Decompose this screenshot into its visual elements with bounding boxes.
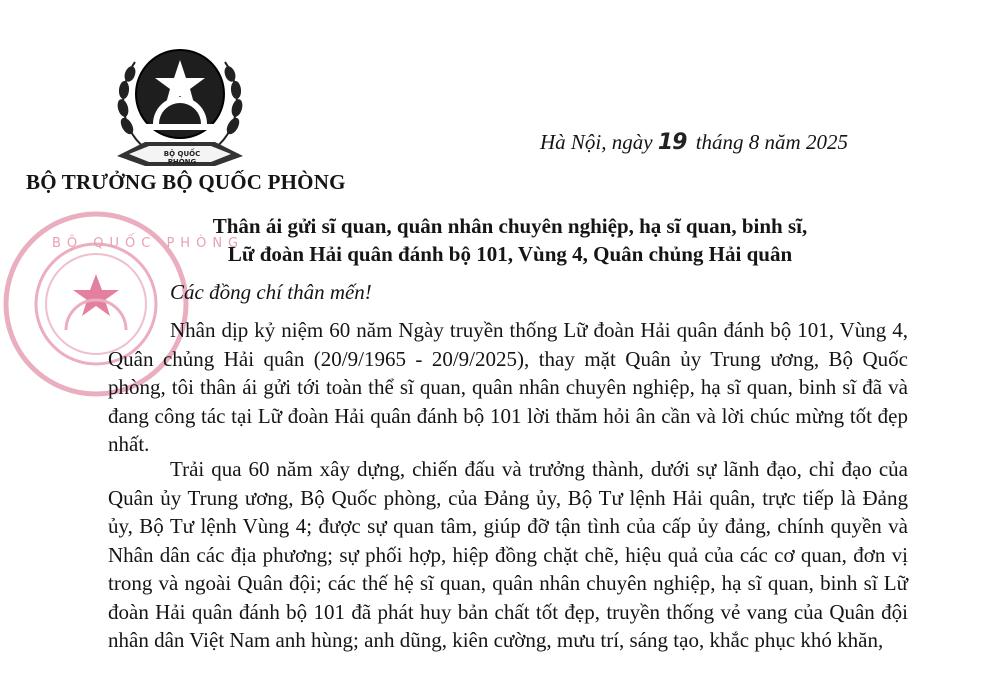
date-day: 19 — [657, 130, 687, 155]
place-date — [540, 130, 848, 155]
stamp-text: BỘ QUỐC PHÒNG — [52, 236, 245, 251]
body-paragraph-1: Nhân dịp kỷ niệm 60 năm Ngày truyền thống Lữ đoàn Hải quân đánh bộ 101, Vùng 4, Quân chủng Hải quân (20/9/1965 - 20/9/2025), thay mặt Quân ủy Trung ương, Bộ Quốc phòng, tôi thân ái gửi tới toàn thể sĩ quan, quân nhân chuyên nghiệp, hạ sĩ quan, binh sĩ đã và đang công tác tại Lữ đoàn Hải quân đánh bộ 101 lời thăm hỏi ân cần và lời chúc mừng tốt đẹp nhất. — [108, 318, 908, 456]
date-year: năm 2025 — [764, 130, 848, 154]
salutation: Các đồng chí thân mến! — [170, 280, 372, 304]
letter-subject — [150, 212, 870, 268]
organization-title: BỘ TRƯỞNG BỘ QUỐC PHÒNG — [26, 170, 346, 194]
date-place: Hà Nội, ngày — [540, 130, 653, 154]
date-month: tháng 8 — [695, 130, 760, 154]
body-paragraph-2: Trải qua 60 năm xây dựng, chiến đấu và trưởng thành, dưới sự lãnh đạo, chỉ đạo của Quân ủy Trung ương, Bộ Quốc phòng, của Đảng ủy, Bộ Tư lệnh Hải quân, trực tiếp là Đảng ủy, Bộ Tư lệnh Vùng 4; được sự quan tâm, giúp đỡ tận tình của cấp ủy đảng, chính quyền và Nhân dân các địa phương; sự phối hợp, hiệp đồng chặt chẽ, hiệu quả của các cơ quan, đơn vị trong và ngoài Quân đội; các thế hệ sĩ quan, quân nhân chuyên nghiệp, hạ sĩ quan, binh sĩ Lữ đoàn Hải quân đánh bộ 101 đã phát huy bản chất tốt đẹp, truyền thống vẻ vang của Quân đội nhân dân Việt Nam anh hùng; anh dũng, kiên cường, mưu trí, sáng tạo, khắc phục khó khăn, — [108, 457, 908, 652]
subject-line-2: Lữ đoàn Hải quân đánh bộ 101, Vùng 4, Quân chủng Hải quân — [227, 242, 793, 266]
emblem-ribbon-text: BỘ QUỐC PHÒNG — [163, 150, 201, 166]
subject-line-1: Thân ái gửi sĩ quan, quân nhân chuyên nghiệp, hạ sĩ quan, binh sĩ, — [212, 214, 808, 238]
